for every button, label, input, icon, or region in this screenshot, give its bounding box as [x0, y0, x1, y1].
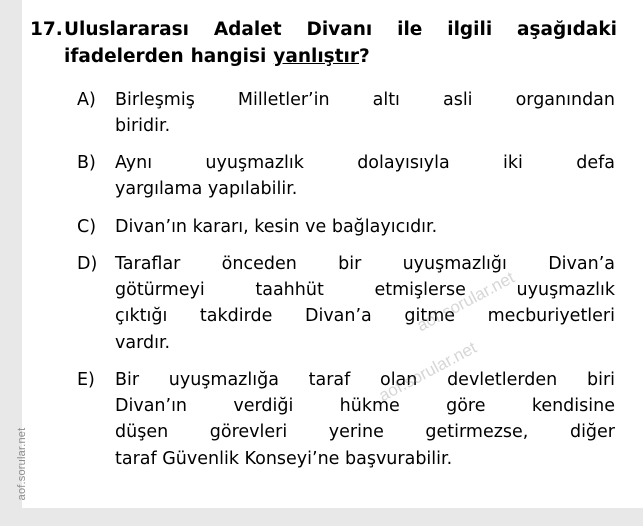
option-b-letter: B) [77, 153, 96, 174]
option-d[interactable] [77, 251, 615, 356]
option-e-line-2: Divan’ın verdiği hükme göre kendisine [115, 396, 615, 417]
diagonal-watermark-1: aof.sorular.net [413, 267, 518, 336]
option-d-line-4: vardır. [115, 332, 171, 353]
option-d-letter: D) [77, 253, 98, 274]
question-page [22, 0, 643, 508]
bottom-margin-strip [0, 508, 643, 526]
option-a-text [115, 87, 615, 140]
option-c[interactable] [77, 214, 615, 240]
option-e-line-1: Bir uyuşmazlığa taraf olan devletlerden biri [115, 369, 615, 390]
side-watermark: aof.sorular.net [16, 427, 28, 501]
option-e[interactable] [77, 367, 615, 472]
question-text [64, 17, 617, 71]
option-b-line-2: yargılama yapılabilir. [115, 179, 298, 200]
question-text-part-1: Uluslararası Adalet Divanı ile ilgili aşağıdaki ifadelerden hangisi [64, 19, 617, 67]
option-a-line-1: Birleşmiş Milletler’in altı asli organından [115, 89, 615, 110]
option-c-letter: C) [77, 216, 97, 237]
option-d-text [115, 251, 615, 356]
option-d-line-1: Taraflar önceden bir uyuşmazlığı Divan’a [115, 253, 615, 274]
option-a[interactable] [77, 87, 615, 140]
option-b-text [115, 150, 615, 203]
option-a-letter: A) [77, 89, 96, 110]
option-e-text [115, 367, 615, 472]
option-a-line-2: biridir. [115, 115, 171, 136]
option-b-line-1: Aynı uyuşmazlık dolayısıyla iki defa [115, 153, 615, 174]
option-e-letter: E) [77, 369, 95, 390]
question-text-part-2: ? [359, 45, 370, 67]
option-c-line-1: Divan’ın kararı, kesin ve bağlayıcıdır. [115, 216, 438, 237]
option-c-text [115, 214, 615, 240]
option-e-line-4: taraf Güvenlik Konseyi’ne başvurabilir. [115, 448, 453, 469]
option-d-line-2: götürmeyi taahhüt etmişlerse uyuşmazlık [115, 280, 615, 301]
question-number: 17. [30, 19, 63, 40]
diagonal-watermark-2: aof.sorular.net [375, 337, 480, 406]
option-d-line-3: çıktığı takdirde Divan’a gitme mecburiyetleri [115, 306, 615, 327]
options-list [22, 87, 643, 472]
question-header [22, 17, 643, 71]
option-b[interactable] [77, 150, 615, 203]
question-text-underlined: yanlıştır [273, 45, 359, 67]
option-e-line-3: düşen görevleri yerine getirmezse, diğer [115, 422, 615, 443]
